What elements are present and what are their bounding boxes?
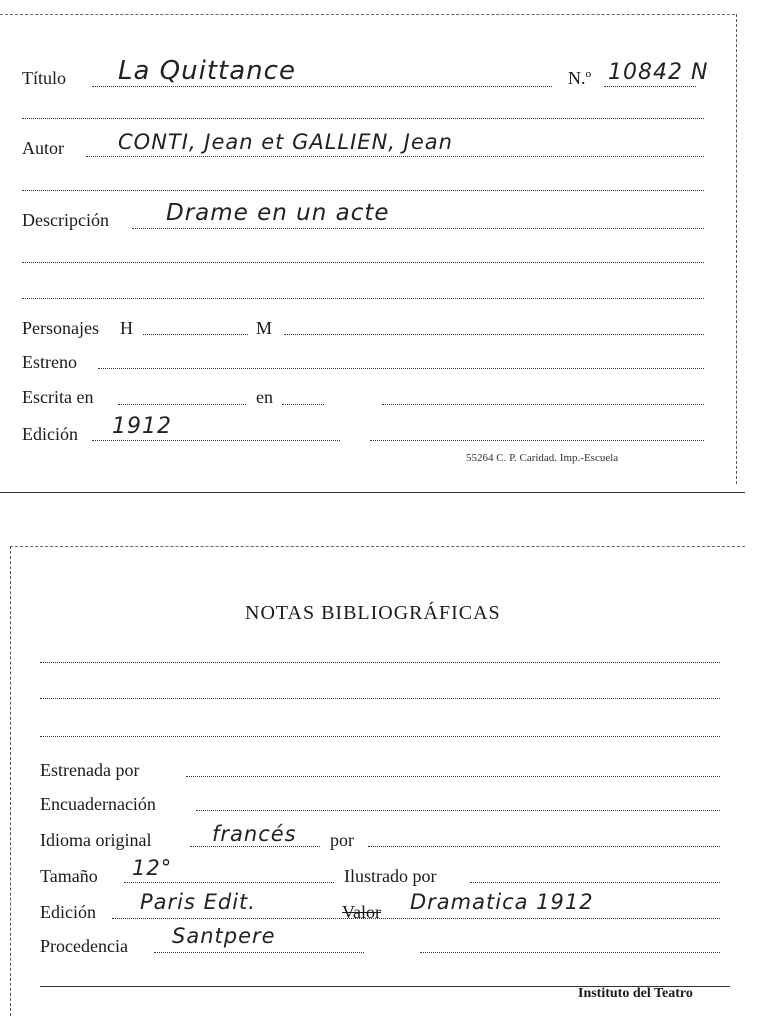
edicion-top-value: 1912: [112, 414, 172, 439]
idioma-por-line: [368, 846, 720, 847]
card-bottom-border: [10, 546, 745, 547]
idioma-line: [190, 846, 320, 847]
edicion-bottom-line: [112, 918, 720, 919]
escrita-line: [118, 404, 246, 405]
edicion-top-line-2: [370, 440, 704, 441]
ilustrado-label: Ilustrado por: [344, 866, 437, 886]
personajes-h-label: H: [120, 318, 133, 338]
blank-line-3: [22, 262, 704, 263]
estreno-label: Estreno: [22, 352, 77, 372]
institution-footer: Instituto del Teatro: [578, 986, 693, 1001]
autor-line: [86, 156, 704, 157]
blank-line-2: [22, 190, 704, 191]
descripcion-value: Drame en un acte: [166, 200, 390, 226]
ilustrado-line: [470, 882, 720, 883]
numero-label: N.º: [568, 68, 592, 88]
tamano-label: Tamaño: [40, 866, 98, 886]
personajes-label: Personajes: [22, 318, 99, 338]
card-top-right-edge: [736, 14, 737, 484]
card-separator: [0, 492, 745, 493]
printer-mark: 55264 C. P. Caridad. Imp.-Escuela: [466, 452, 619, 464]
procedencia-label: Procedencia: [40, 936, 128, 956]
card-top-border: [0, 14, 735, 15]
notas-line-2: [40, 698, 720, 699]
edicion-top-line: [92, 440, 340, 441]
edicion-bottom-label: Edición: [40, 902, 96, 922]
notas-heading: NOTAS BIBLIOGRÁFICAS: [245, 602, 501, 624]
autor-value: CONTI, Jean et GALLIEN, Jean: [118, 130, 453, 154]
blank-line-1: [22, 118, 704, 119]
numero-value: 10842 N: [608, 60, 709, 85]
idioma-label: Idioma original: [40, 830, 152, 850]
edicion-struck-label: Valor: [342, 902, 381, 922]
procedencia-line-2: [420, 952, 720, 953]
escrita-extra-line: [382, 404, 704, 405]
escrita-label: Escrita en: [22, 387, 94, 407]
escrita-en-line: [282, 404, 324, 405]
estrenada-line: [186, 776, 720, 777]
edicion-top-label: Edición: [22, 424, 78, 444]
autor-label: Autor: [22, 138, 64, 158]
edicion-bottom-value-2: Dramatica 1912: [410, 890, 594, 914]
personajes-m-label: M: [256, 318, 273, 338]
edicion-bottom-value: Paris Edit.: [140, 890, 256, 914]
numero-line: [604, 86, 696, 87]
escrita-en-label: en: [256, 387, 273, 407]
descripcion-label: Descripción: [22, 210, 109, 230]
encuadernacion-line: [196, 810, 720, 811]
titulo-value: La Quittance: [118, 56, 296, 86]
descripcion-line: [132, 228, 704, 229]
titulo-label: Título: [22, 68, 66, 88]
blank-line-4: [22, 298, 704, 299]
procedencia-value: Santpere: [172, 924, 276, 948]
personajes-h-line: [143, 334, 248, 335]
estreno-line: [98, 368, 704, 369]
procedencia-line: [154, 952, 364, 953]
notas-line-3: [40, 736, 720, 737]
estrenada-label: Estrenada por: [40, 760, 140, 780]
encuadernacion-label: Encuadernación: [40, 794, 156, 814]
idioma-por-label: por: [330, 830, 354, 850]
personajes-m-line: [284, 334, 704, 335]
idioma-value: francés: [212, 822, 297, 846]
titulo-line: [92, 86, 552, 87]
tamano-value: 12°: [132, 856, 173, 880]
tamano-line: [124, 882, 334, 883]
card-bottom-left-edge: [10, 546, 11, 1016]
notas-line-1: [40, 662, 720, 663]
